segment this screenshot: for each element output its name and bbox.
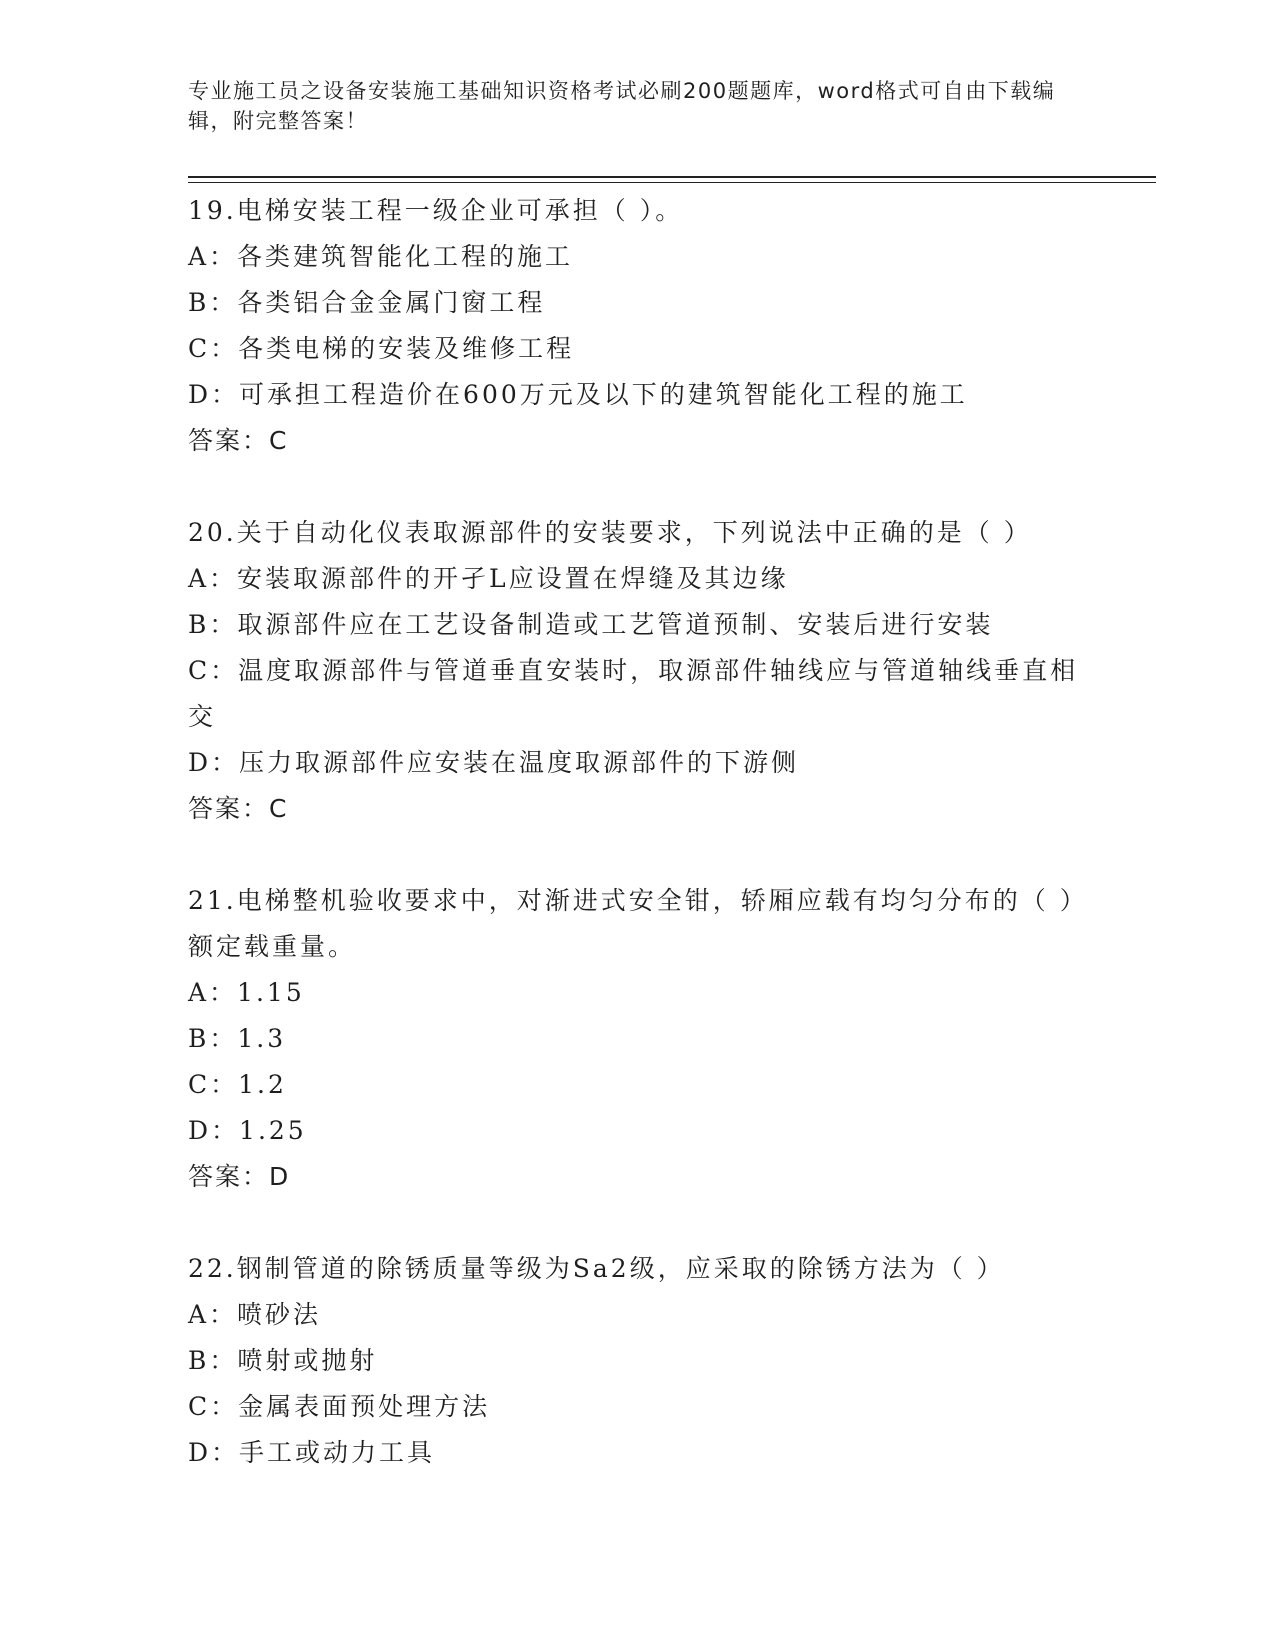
option-d: D：1.25 [188,1116,307,1145]
option-a: A：喷砂法 [188,1300,322,1329]
option-c: C：金属表面预处理方法 [188,1392,491,1421]
question-19 [188,188,1088,464]
option-a: A：安装取源部件的开孑L应设置在焊缝及其边缘 [188,564,789,593]
option-d: D：可承担工程造价在600万元及以下的建筑智能化工程的施工 [188,380,968,409]
question-stem: 21.电梯整机验收要求中，对渐进式安全钳，轿厢应载有均匀分布的（ ）额定载重量。 [188,886,1088,961]
answer-label: 答案：C [188,426,289,455]
option-a: A：各类建筑智能化工程的施工 [188,242,574,271]
question-20 [188,510,1088,832]
option-c: C：1.2 [188,1070,287,1099]
option-b: B：喷射或抛射 [188,1346,378,1375]
option-b: B：1.3 [188,1024,287,1053]
question-stem: 20.关于自动化仪表取源部件的安装要求，下列说法中正确的是（ ） [188,518,1032,547]
question-21 [188,878,1088,1200]
answer-label: 答案：D [188,1162,291,1191]
option-c: C：温度取源部件与管道垂直安装时，取源部件轴线应与管道轴线垂直相交 [188,656,1079,731]
option-c: C：各类电梯的安装及维修工程 [188,334,575,363]
option-b: B：各类铝合金金属门窗工程 [188,288,546,317]
header-divider-thin [188,182,1156,183]
document-header: 专业施工员之设备安装施工基础知识资格考试必刷200题题库，word格式可自由下载编辑，附完整答案！ [188,79,1056,133]
option-a: A：1.15 [188,978,305,1007]
header-divider-thick [188,176,1156,178]
question-22 [188,1246,1088,1476]
option-b: B：取源部件应在工艺设备制造或工艺管道预制、安装后进行安装 [188,610,994,639]
question-stem: 22.钢制管道的除锈质量等级为Sa2级，应采取的除锈方法为（ ） [188,1254,1005,1283]
option-d: D：手工或动力工具 [188,1438,436,1467]
question-list [188,188,1088,1522]
question-stem: 19.电梯安装工程一级企业可承担（ ）。 [188,196,684,225]
answer-label: 答案：C [188,794,289,823]
option-d: D：压力取源部件应安装在温度取源部件的下游侧 [188,748,800,777]
